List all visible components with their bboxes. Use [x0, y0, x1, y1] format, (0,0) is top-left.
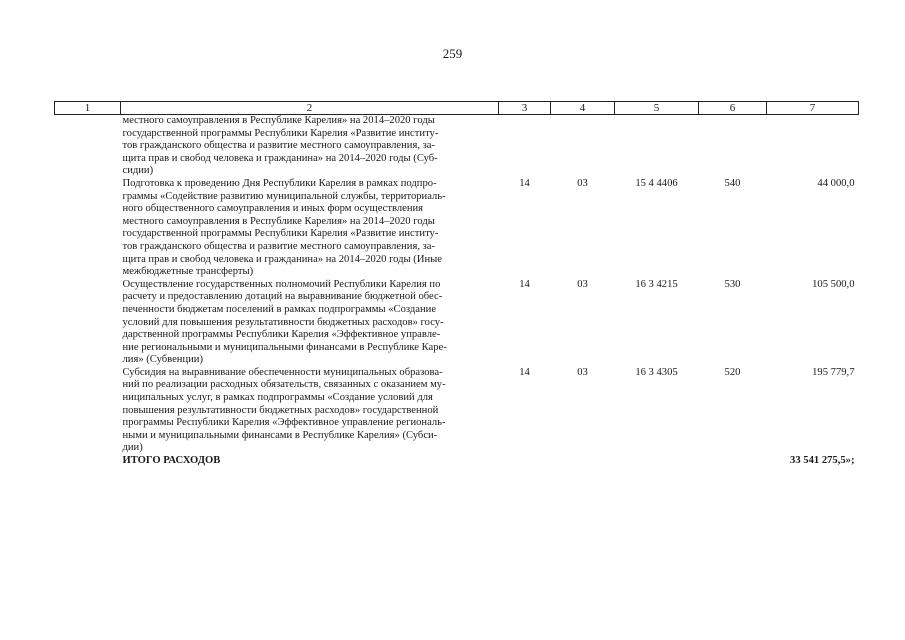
row-col-1: [55, 367, 121, 455]
row-section: 14: [519, 278, 530, 290]
description-line: дарственной программы Республики Карелия «Эффективное управле-: [122, 329, 441, 341]
row-description: [121, 115, 499, 178]
row-subsection: 03: [577, 366, 588, 378]
description-line: расчету и предоставлению дотаций на выравнивание бюджетной обес-: [122, 291, 443, 303]
table-body: [55, 115, 859, 468]
row-subsection: 03: [577, 177, 588, 189]
table-row: [55, 279, 859, 367]
row-amount: 44 000,0: [817, 177, 855, 189]
row-section: 14: [519, 177, 530, 189]
row-expense-type: 520: [724, 366, 741, 378]
row-target-article: 15 4 4406: [635, 177, 678, 189]
description-line: условий для повышения результативности бюджетных расходов» госу-: [122, 316, 444, 328]
row-subsection: [551, 115, 615, 178]
header-col-7: 7: [767, 102, 859, 115]
description-line: Подготовка к проведению Дня Республики Карелия в рамках подпро-: [122, 177, 437, 189]
total-label: ИТОГО РАСХОДОВ: [122, 455, 221, 467]
description-line: программы Республики Карелия «Эффективное управление региональ-: [122, 417, 446, 429]
row-target-article: 16 3 4215: [635, 278, 678, 290]
row-col-1: [55, 178, 121, 279]
description-line: лия» (Субвенции): [122, 354, 203, 366]
total-empty-cell: [499, 455, 551, 468]
description-line: печенности бюджетам поселений в рамках подпрограммы «Создание: [122, 303, 437, 315]
total-empty-cell: [615, 455, 699, 468]
table-row: [55, 367, 859, 455]
header-col-6: 6: [699, 102, 767, 115]
row-amount: 105 500,0: [812, 278, 855, 290]
description-line: Субсидия на выравнивание обеспеченности муниципальных образова-: [122, 366, 443, 378]
total-col-1: [55, 455, 121, 468]
description-line: щита прав и свобод человека и гражданина» на 2014–2020 годы (Иные: [122, 253, 442, 265]
description-line: Осуществление государственных полномочий Республики Карелия по: [122, 278, 441, 290]
description-line: государственной программы Республики Карелия «Развитие институ-: [122, 127, 439, 139]
header-row: [55, 102, 859, 115]
description-line: межбюджетные трансферты): [122, 266, 254, 278]
header-col-3: 3: [499, 102, 551, 115]
row-amount: 195 779,7: [812, 366, 855, 378]
description-line: ние региональными и муниципальными финансами в Республике Каре-: [122, 341, 447, 353]
description-line: тов гражданского общества и развитие местного самоуправления, за-: [122, 240, 436, 252]
table-row: [55, 115, 859, 178]
row-target-article: 16 3 4305: [635, 366, 678, 378]
header-col-5: 5: [615, 102, 699, 115]
table-header: [55, 102, 859, 115]
description-line: граммы «Содействие развитию муниципальной службы, территориаль-: [122, 190, 446, 202]
total-empty-cell: [699, 455, 767, 468]
row-description: [121, 178, 499, 279]
total-amount: 33 541 275,5»;: [790, 455, 855, 467]
row-expense-type: 530: [724, 278, 741, 290]
row-expense-type: 540: [724, 177, 741, 189]
row-col-1: [55, 115, 121, 178]
description-line: щита прав и свобод человека и гражданина» на 2014–2020 годы (Суб-: [122, 152, 438, 164]
header-col-1: 1: [55, 102, 121, 115]
description-line: повышения результативности бюджетных расходов» государственной: [122, 404, 439, 416]
row-section: [499, 115, 551, 178]
description-line: сидии): [122, 165, 154, 177]
header-col-4: 4: [551, 102, 615, 115]
row-section: 14: [519, 366, 530, 378]
table-row: [55, 178, 859, 279]
description-line: ний по реализации расходных обязательств, связанных с оказанием му-: [122, 379, 446, 391]
description-line: ными и муниципальными финансами в Республике Карелия» (Субси-: [122, 429, 438, 441]
page-number: 259: [442, 46, 463, 61]
total-empty-cell: [551, 455, 615, 468]
row-description: [121, 367, 499, 455]
description-line: дии): [122, 442, 143, 454]
budget-table: [54, 101, 859, 468]
row-subsection: 03: [577, 278, 588, 290]
description-line: местного самоуправления в Республике Карелия» на 2014–2020 годы: [122, 215, 435, 227]
row-amount: [767, 115, 859, 178]
row-col-1: [55, 279, 121, 367]
row-expense-type: [699, 115, 767, 178]
description-line: местного самоуправления в Республике Карелия» на 2014–2020 годы: [122, 115, 435, 126]
header-col-2: 2: [121, 102, 499, 115]
description-line: государственной программы Республики Карелия «Развитие институ-: [122, 228, 439, 240]
description-line: ного общественного самоуправления и иных форм осуществления: [122, 203, 424, 215]
row-target-article: [615, 115, 699, 178]
description-line: тов гражданского общества и развитие местного самоуправления, за-: [122, 140, 436, 152]
row-description: [121, 279, 499, 367]
description-line: ниципальных услуг, в рамках подпрограммы «Создание условий для: [122, 392, 433, 404]
total-row: [55, 455, 859, 468]
